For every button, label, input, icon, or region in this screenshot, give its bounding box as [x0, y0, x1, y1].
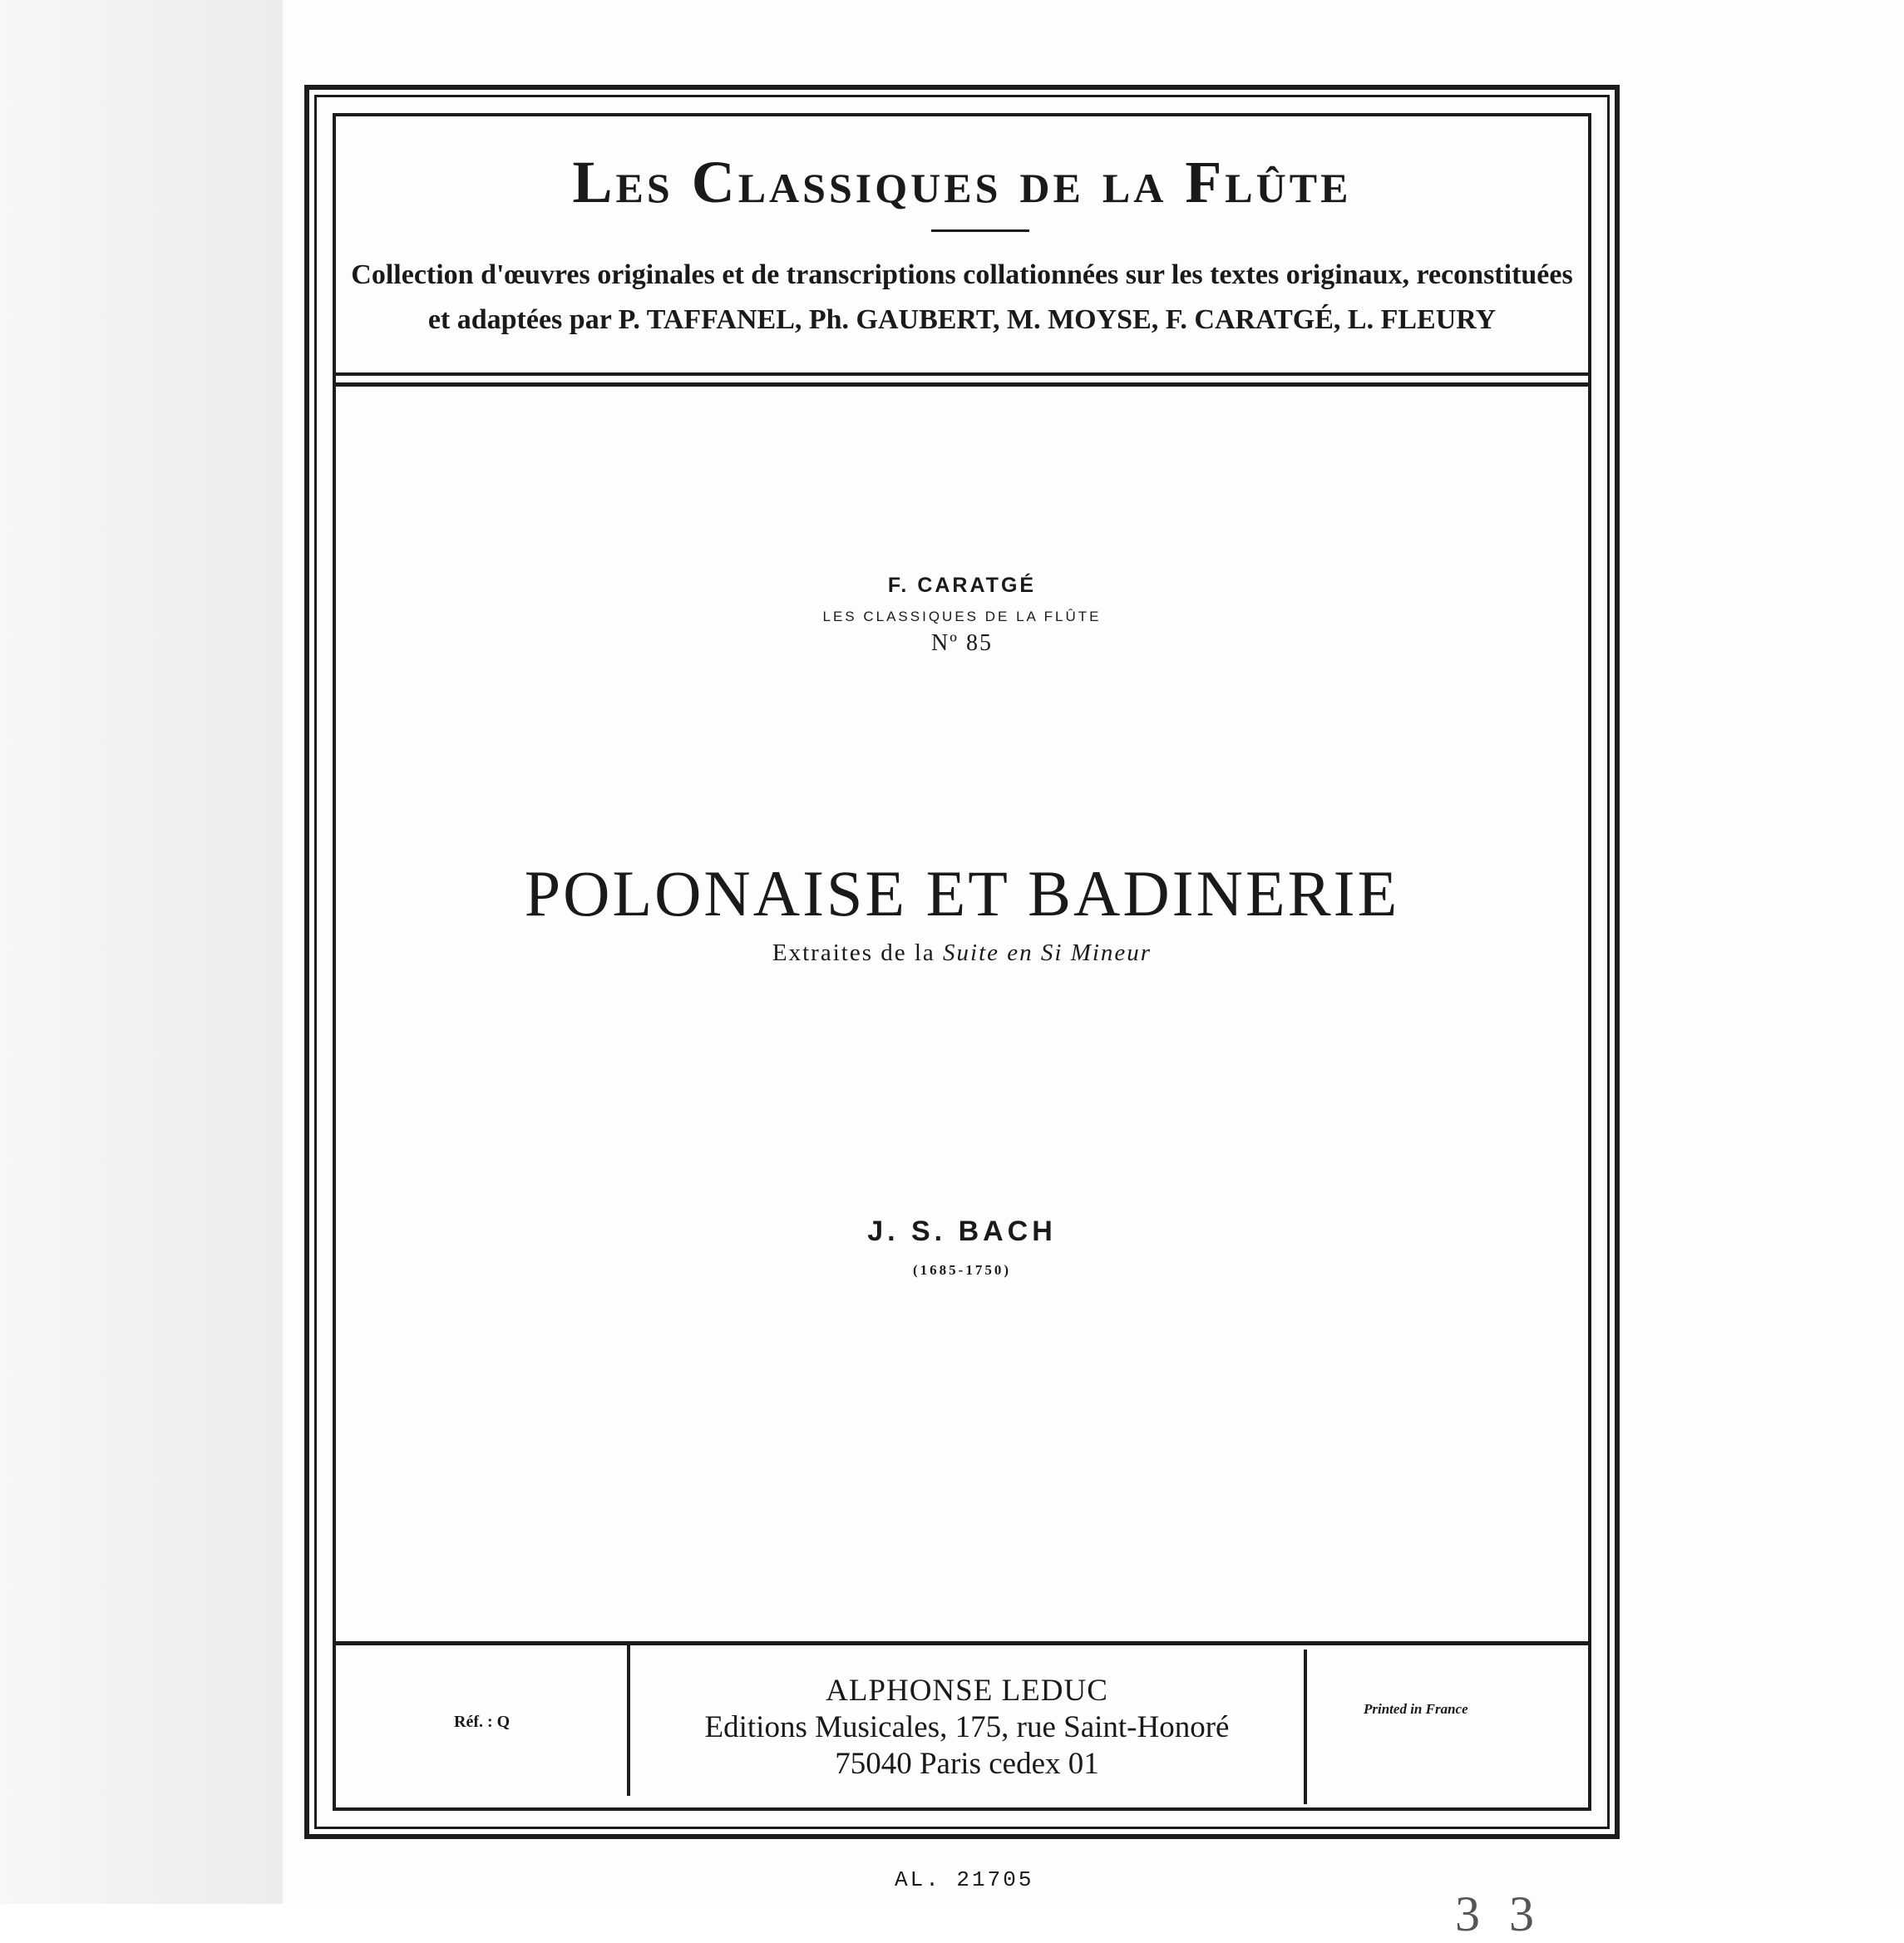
work-subtitle [333, 939, 1591, 967]
composer-name: J. S. BACH [867, 1216, 1057, 1247]
edition-number: Nº 85 [931, 630, 993, 656]
edition-editor: F. CARATGÉ [887, 574, 1037, 597]
publisher-city: 75040 Paris cedex 01 [835, 1747, 1099, 1781]
header-divider-bottom [333, 382, 1591, 387]
series-title: Les Classiques de la Flûte [572, 149, 1352, 215]
reference-code: Réf. : Q [454, 1713, 511, 1731]
publisher-address: Editions Musicales, 175, rue Saint-Honoré [704, 1710, 1230, 1744]
work-subtitle-prefix: Extraites de la [772, 939, 944, 966]
publisher-name: ALPHONSE LEDUC [826, 1674, 1108, 1708]
footer-separator-left [627, 1645, 630, 1796]
printed-in-france: Printed in France [1364, 1701, 1468, 1717]
catalog-number: AL. 21705 [895, 1867, 1034, 1892]
header-divider-top [333, 372, 1591, 376]
footer-divider [333, 1641, 1591, 1645]
scan-margin [0, 0, 283, 1904]
footer-separator-right [1304, 1650, 1307, 1804]
title-underline [931, 229, 1029, 232]
work-title: POLONAISE ET BADINERIE [524, 857, 1400, 930]
collection-editors: et adaptées par P. TAFFANEL, Ph. GAUBERT, M. MOYSE, F. CARATGÉ, L. FLEURY [427, 304, 1497, 335]
handwritten-note: 3 3 [1455, 1886, 1542, 1941]
composer-dates: (1685-1750) [913, 1262, 1011, 1278]
collection-description: Collection d'œuvres originales et de transcriptions collationnées sur les textes originaux, reconstituées [351, 259, 1573, 290]
work-subtitle-suite: Suite en Si Mineur [943, 939, 1152, 966]
edition-series: LES CLASSIQUES DE LA FLÛTE [822, 609, 1102, 624]
